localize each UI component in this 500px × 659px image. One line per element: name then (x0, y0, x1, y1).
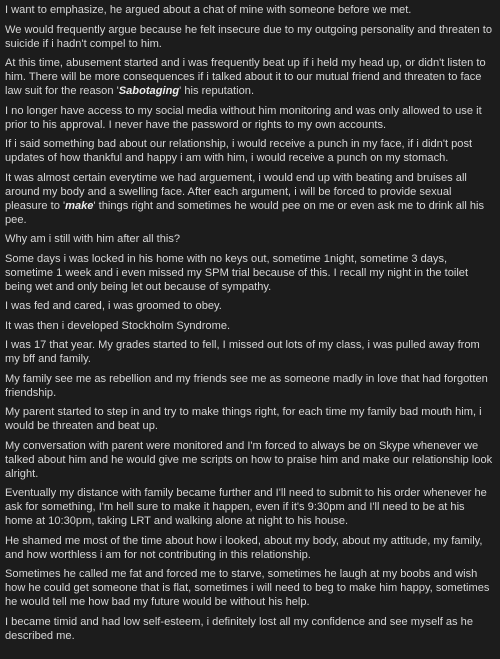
paragraph-text: I want to emphasize, he argued about a chat of mine with someone before we met. (5, 4, 412, 16)
paragraph-text: I became timid and had low self-esteem, i definitely lost all my confidence and see myself as he described me. (5, 615, 474, 642)
paragraph-text: Sometimes he called me fat and forced me to starve, sometimes he laugh at my boobs and wish how he could get someone that is flat, sometimes i will need to beg to make him happy, sometimes he would tell me how bad my future would be without his help. (5, 568, 490, 608)
paragraph-text: Some days i was locked in his home with no keys out, sometime 1night, sometime 3 days, sometime 1 week and i even missed my SPM trial because of this. I recall my night in the toilet being wet and only being let out because of sympathy. (5, 252, 469, 293)
paragraph-text: At this time, abusement started and i was frequently beat up if i held my head up, or didn't listen to him. There will be more consequences if i talked about it to our mutual friend and threaten to face law suit for the reason ' (5, 57, 486, 97)
post-paragraph (5, 486, 494, 528)
paragraph-text: If i said something bad about our relationship, i would receive a punch in my face, if i didn't post updates of how thankful and happy i am with him, i would receive a punch on my stomach. (5, 138, 473, 164)
post-paragraph (5, 338, 494, 366)
emphasized-word: make (65, 199, 94, 212)
paragraph-text: My family see me as rebellion and my friends see me as someone madly in love that had forgotten friendship. (5, 372, 488, 399)
post-paragraph (5, 3, 494, 17)
paragraph-text: We would frequently argue because he felt insecure due to my outgoing personality and threaten to suicide if i hadn't compel to him. (5, 23, 492, 50)
post-paragraph (5, 319, 494, 333)
post-paragraph (5, 405, 494, 433)
post-paragraph (5, 372, 494, 400)
post-paragraph (5, 56, 494, 98)
post-paragraph (5, 567, 494, 609)
paragraph-text: ' things right and sometimes he would pee on me or even ask me to drink all his pee. (5, 199, 485, 226)
post-paragraph (5, 534, 494, 562)
paragraph-text: I was 17 that year. My grades started to fell, I missed out lots of my class, i was pulled away from my bff and family. (5, 339, 480, 365)
paragraph-text: It was almost certain everytime we had arguement, i would end up with beating and bruises all around my body and a swelling face. After each argument, i will be forced to provide sexual pleasure to ' (5, 171, 467, 212)
paragraph-text: I no longer have access to my social media without him monitoring and was only allowed to use it prior to his approval. I never have the password or rights to my own accounts. (5, 104, 482, 131)
paragraph-text: Eventually my distance with family became further and I'll need to submit to his order whenever he ask for something, I'm hell sure to make it happen, even if it's 9:30pm and I'll need to be at his home at 10:30pm, taking LRT and walking alone at night to his house. (5, 487, 487, 527)
post-paragraph (5, 299, 494, 313)
paragraph-text: Why am i still with him after all this? (5, 233, 181, 245)
post-paragraph (5, 23, 494, 51)
post-paragraph (5, 171, 494, 227)
paragraph-text: ' his reputation. (179, 85, 255, 97)
emphasized-word: Sabotaging (118, 85, 180, 97)
paragraph-text: It was then i developed Stockholm Syndrome. (5, 319, 231, 332)
post-paragraph (5, 232, 494, 246)
post-paragraph (5, 252, 494, 294)
paragraph-text: My parent started to step in and try to make things right, for each time my family bad mouth him, i would be threaten and beat up. (5, 406, 482, 432)
post-paragraph (5, 104, 494, 132)
paragraph-text: He shamed me most of the time about how i looked, about my body, about my attitude, my family, and how worthless i am for not contributing in this relationship. (5, 534, 483, 561)
paragraph-text: I was fed and cared, i was groomed to obey. (5, 300, 222, 312)
post-paragraph (5, 439, 494, 481)
post-paragraph (5, 137, 494, 165)
post-paragraph (5, 615, 494, 643)
paragraph-text: My conversation with parent were monitored and I'm forced to always be on Skype whenever we talked about him and he would give me scripts on how to praise him and make our relationship look alright. (5, 439, 493, 480)
